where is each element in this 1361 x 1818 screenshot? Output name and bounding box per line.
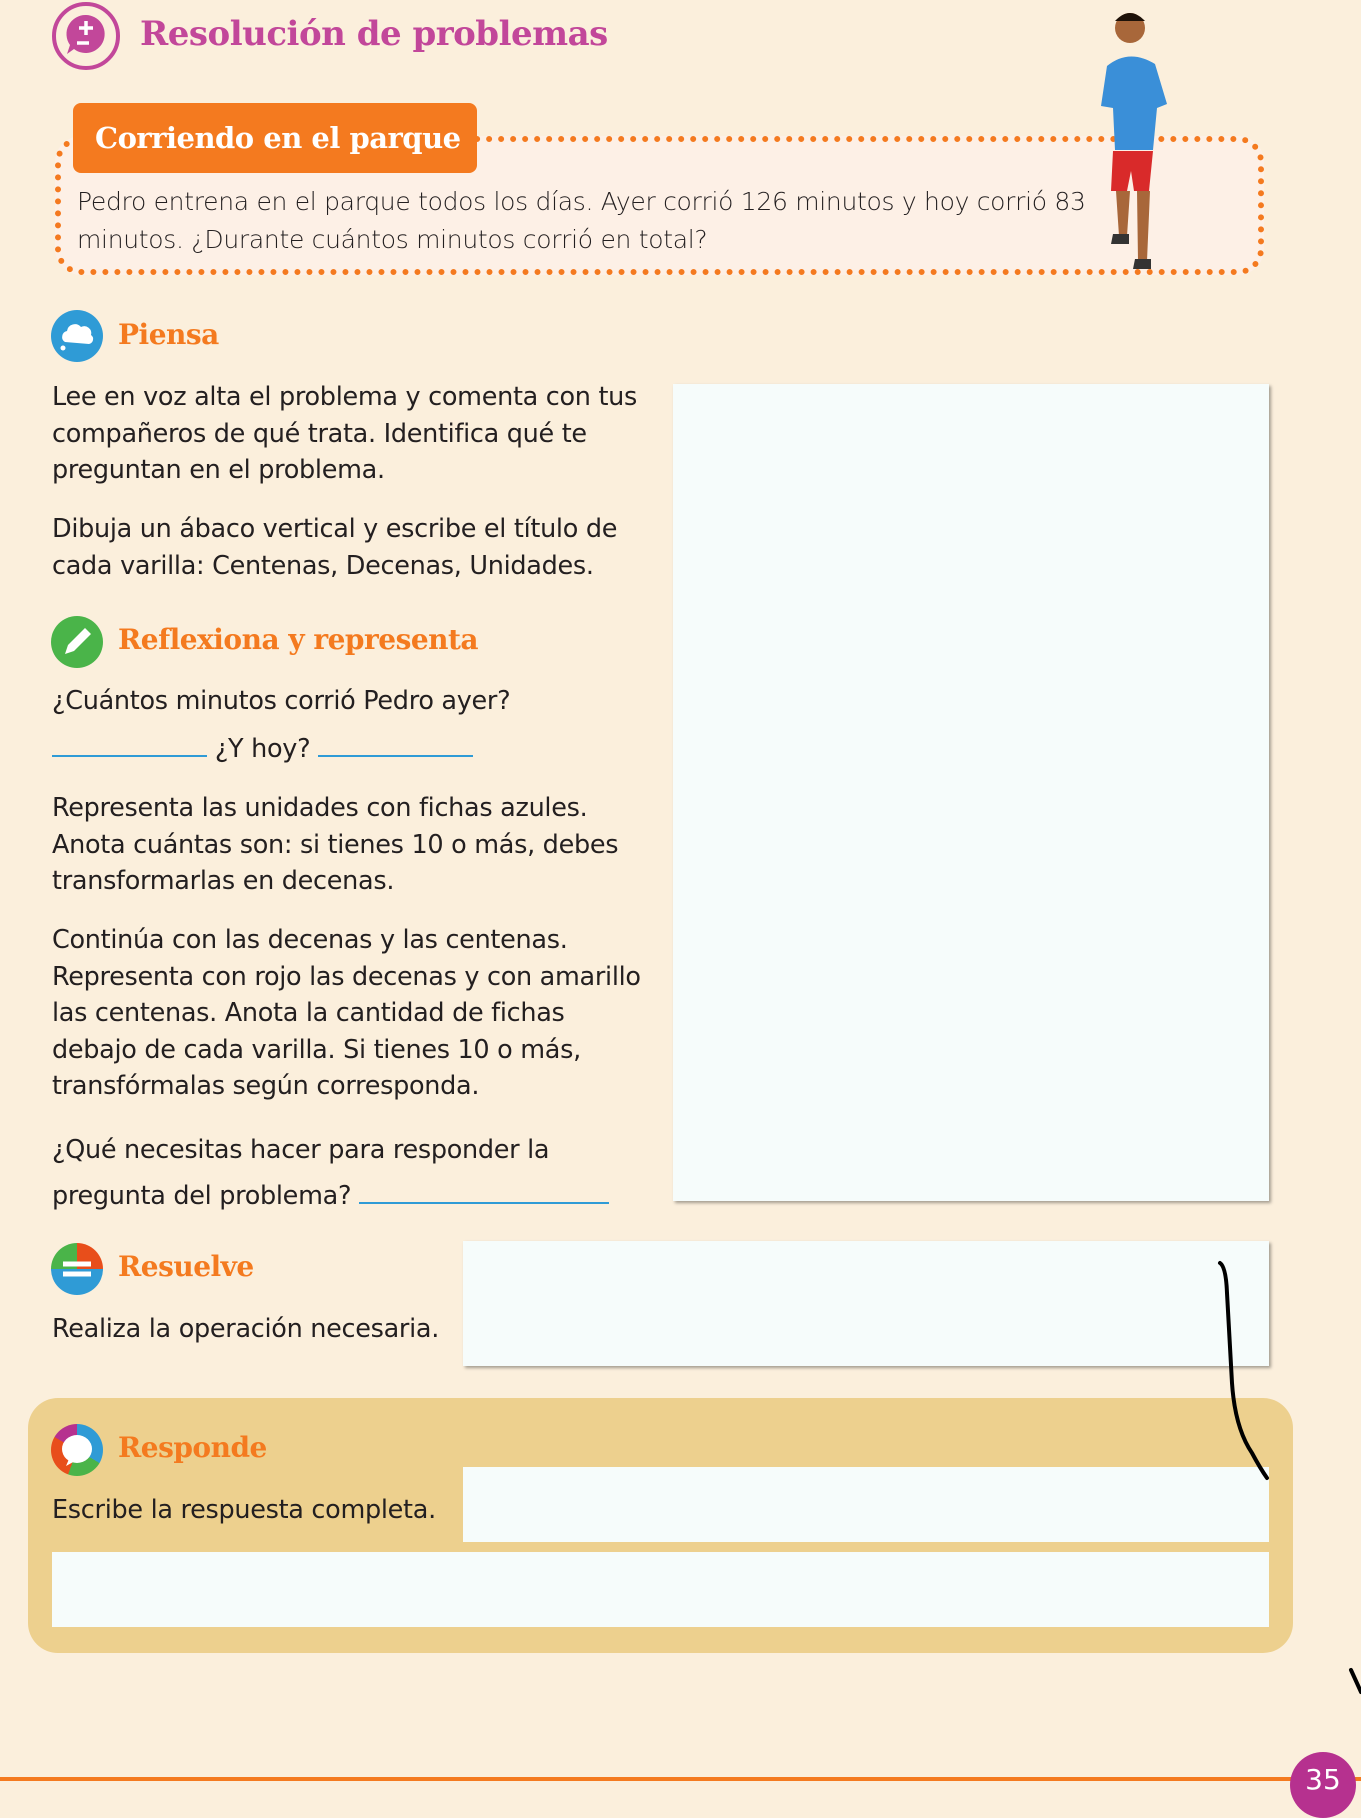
piensa-paragraph-2: Dibuja un ábaco vertical y escribe el título de cada varilla: Centenas, Decenas, Unidades. xyxy=(52,514,618,581)
section-title-reflexiona: Reflexiona y representa xyxy=(118,623,479,656)
problem-text: Pedro entrena en el parque todos los días. Ayer corrió 126 minutos y hoy corrió 83 minutos. ¿Durante cuántos minutos corrió en total? xyxy=(77,187,1086,254)
section-title-piensa: Piensa xyxy=(118,318,219,351)
section-title-resuelve: Resuelve xyxy=(118,1250,254,1283)
question-what-to-do: ¿Qué necesitas hacer para responder la pregunta del problema? xyxy=(52,1127,632,1219)
resuelve-text: Realiza la operación necesaria. xyxy=(52,1314,440,1344)
footer-line xyxy=(0,1777,1361,1781)
reflexiona-paragraph-1: Representa las unidades con fichas azules. Anota cuántas son: si tienes 10 o más, debes transformarlas en decenas. xyxy=(52,793,619,896)
responde-text: Escribe la respuesta completa. xyxy=(52,1495,436,1525)
section-title-responde: Responde xyxy=(118,1431,267,1464)
question-yesterday: ¿Cuántos minutos corrió Pedro ayer? xyxy=(52,686,511,716)
page-number: 35 xyxy=(1290,1752,1356,1818)
question-today: ¿Y hoy? xyxy=(214,734,311,764)
page-title: Resolución de problemas xyxy=(140,14,608,54)
reflexiona-paragraph-2: Continúa con las decenas y las centenas. Representa con rojo las decenas y con amarillo las centenas. Anota la cantidad de fichas debajo de cada varilla. Si tienes 10 o más, transfórmalas según corresponda. xyxy=(52,925,641,1101)
piensa-paragraph-1: Lee en voz alta el problema y comenta con tus compañeros de qué trata. Identifica qué te preguntan en el problema. xyxy=(52,382,638,485)
problem-tab: Corriendo en el parque xyxy=(73,103,477,173)
